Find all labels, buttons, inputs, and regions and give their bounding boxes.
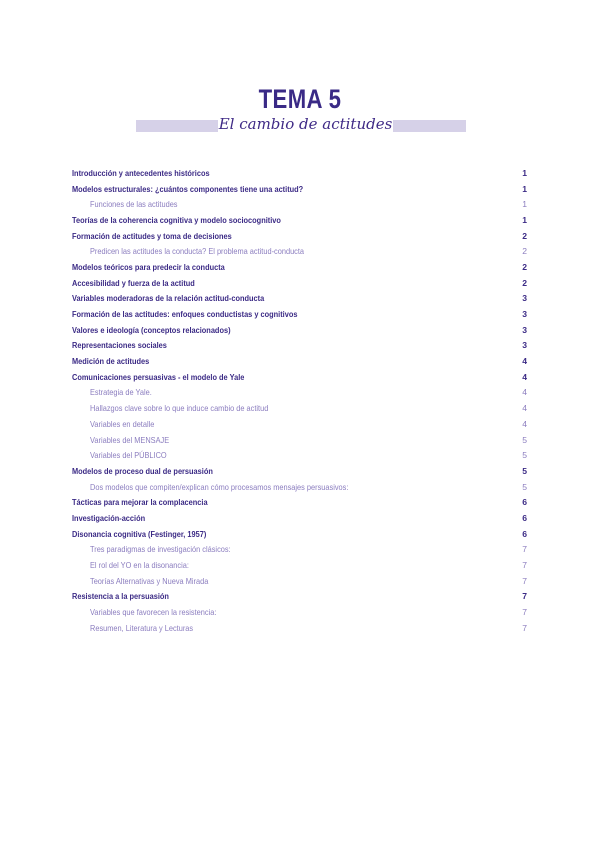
toc-entry[interactable] xyxy=(72,212,528,228)
toc-entry-text: Medición de actitudes xyxy=(72,356,150,367)
toc-page-number: 4 xyxy=(522,418,527,429)
toc-subentry[interactable] xyxy=(72,385,528,401)
page-title: TEMA 5 xyxy=(258,84,342,114)
toc-page-number: 2 xyxy=(522,246,527,257)
toc-page-number: 3 xyxy=(522,293,527,304)
toc-subentry[interactable] xyxy=(72,479,528,495)
toc-entry-text: Teorías Alternativas y Nueva Mirada xyxy=(90,575,209,586)
toc-entry-text: Estrategia de Yale. xyxy=(90,387,152,398)
toc-page-number: 7 xyxy=(522,591,527,602)
toc-entry-text: Valores e ideología (conceptos relacionados) xyxy=(72,324,231,335)
toc-entry-text: Variables del MENSAJE xyxy=(90,434,170,445)
toc-subentry[interactable] xyxy=(72,620,528,636)
toc-entry[interactable] xyxy=(72,369,528,385)
toc-entry-text: Hallazgos clave sobre lo que induce cambio de actitud xyxy=(90,403,269,414)
toc-entry[interactable] xyxy=(72,526,528,542)
toc-subentry[interactable] xyxy=(72,196,528,212)
subtitle-decor-right xyxy=(393,120,466,132)
toc-entry-text: Accesibilidad y fuerza de la actitud xyxy=(72,277,195,288)
toc-entry-text: Variables que favorecen la resistencia: xyxy=(90,607,217,618)
toc-page-number: 3 xyxy=(522,340,527,351)
toc-entry-text: Tácticas para mejorar la complacencia xyxy=(72,497,208,508)
toc-subentry[interactable] xyxy=(72,416,528,432)
toc-entry[interactable] xyxy=(72,589,528,605)
toc-entry-text: Investigación-acción xyxy=(72,512,146,523)
toc-entry-text: Resistencia a la persuasión xyxy=(72,591,169,602)
toc-page-number: 2 xyxy=(522,261,527,272)
toc-entry[interactable] xyxy=(72,181,528,197)
toc-page-number: 7 xyxy=(522,575,527,586)
toc-page-number: 1 xyxy=(522,214,527,225)
toc-entry-text: Modelos estructurales: ¿cuántos componentes tiene una actitud? xyxy=(72,183,304,194)
toc-entry-text: Formación de las actitudes: enfoques conductistas y cognitivos xyxy=(72,309,298,320)
toc-entry[interactable] xyxy=(72,338,528,354)
page-subtitle: El cambio de actitudes xyxy=(218,115,393,133)
toc-page-number: 6 xyxy=(522,528,527,539)
toc-entry-text: Variables del PÚBLICO xyxy=(90,450,167,461)
toc-subentry[interactable] xyxy=(72,432,528,448)
toc-page-number: 5 xyxy=(522,481,527,492)
toc-entry-text: El rol del YO en la disonancia: xyxy=(90,560,189,571)
toc-entry-text: Disonancia cognitiva (Festinger, 1957) xyxy=(72,528,207,539)
toc-entry-text: Representaciones sociales xyxy=(72,340,167,351)
toc-entry-text: Predicen las actitudes la conducta? El problema actitud-conducta xyxy=(90,246,305,257)
toc-entry[interactable] xyxy=(72,463,528,479)
toc-subentry[interactable] xyxy=(72,447,528,463)
toc-entry-text: Formación de actitudes y toma de decisiones xyxy=(72,230,232,241)
toc-entry[interactable] xyxy=(72,306,528,322)
toc-subentry[interactable] xyxy=(72,573,528,589)
toc-page-number: 6 xyxy=(522,512,527,523)
toc-entry-text: Tres paradigmas de investigación clásicos: xyxy=(90,544,231,555)
toc-page-number: 7 xyxy=(522,607,527,618)
toc-entry[interactable] xyxy=(72,322,528,338)
toc-entry[interactable] xyxy=(72,275,528,291)
toc-page-number: 5 xyxy=(522,450,527,461)
table-of-contents xyxy=(72,165,528,636)
toc-page-number: 5 xyxy=(522,465,527,476)
toc-page-number: 4 xyxy=(522,387,527,398)
toc-entry[interactable] xyxy=(72,228,528,244)
toc-page-number: 1 xyxy=(522,183,527,194)
toc-subentry[interactable] xyxy=(72,604,528,620)
toc-subentry[interactable] xyxy=(72,243,528,259)
toc-subentry[interactable] xyxy=(72,557,528,573)
toc-subentry[interactable] xyxy=(72,542,528,558)
toc-entry[interactable] xyxy=(72,510,528,526)
toc-entry-text: Modelos de proceso dual de persuasión xyxy=(72,465,213,476)
toc-page-number: 7 xyxy=(522,560,527,571)
toc-entry[interactable] xyxy=(72,259,528,275)
toc-page-number: 1 xyxy=(522,199,527,210)
toc-entry-text: Comunicaciones persuasivas - el modelo de Yale xyxy=(72,371,245,382)
toc-entry-text: Introducción y antecedentes históricos xyxy=(72,167,210,178)
toc-page-number: 4 xyxy=(522,356,527,367)
toc-page-number: 2 xyxy=(522,277,527,288)
subtitle-decor-left xyxy=(136,120,218,132)
toc-entry-text: Modelos teóricos para predecir la conducta xyxy=(72,261,225,272)
toc-page-number: 4 xyxy=(522,371,527,382)
toc-entry-text: Variables en detalle xyxy=(90,418,155,429)
toc-entry-text: Teorías de la coherencia cognitiva y modelo sociocognitivo xyxy=(72,214,281,225)
toc-entry-text: Variables moderadoras de la relación actitud-conducta xyxy=(72,293,265,304)
toc-page-number: 5 xyxy=(522,434,527,445)
toc-page-number: 7 xyxy=(522,544,527,555)
toc-page-number: 7 xyxy=(522,622,527,633)
toc-entry[interactable] xyxy=(72,353,528,369)
toc-entry[interactable] xyxy=(72,165,528,181)
toc-page-number: 4 xyxy=(522,403,527,414)
toc-subentry[interactable] xyxy=(72,400,528,416)
toc-entry-text: Resumen, Literatura y Lecturas xyxy=(90,622,194,633)
toc-entry-text: Dos modelos que compiten/explican cómo procesamos mensajes persuasivos: xyxy=(90,481,349,492)
toc-page-number: 3 xyxy=(522,324,527,335)
toc-page-number: 6 xyxy=(522,497,527,508)
toc-entry[interactable] xyxy=(72,494,528,510)
toc-entry-text: Funciones de las actitudes xyxy=(90,199,178,210)
toc-page-number: 3 xyxy=(522,309,527,320)
toc-entry[interactable] xyxy=(72,291,528,307)
toc-page-number: 1 xyxy=(522,167,527,178)
toc-page-number: 2 xyxy=(522,230,527,241)
